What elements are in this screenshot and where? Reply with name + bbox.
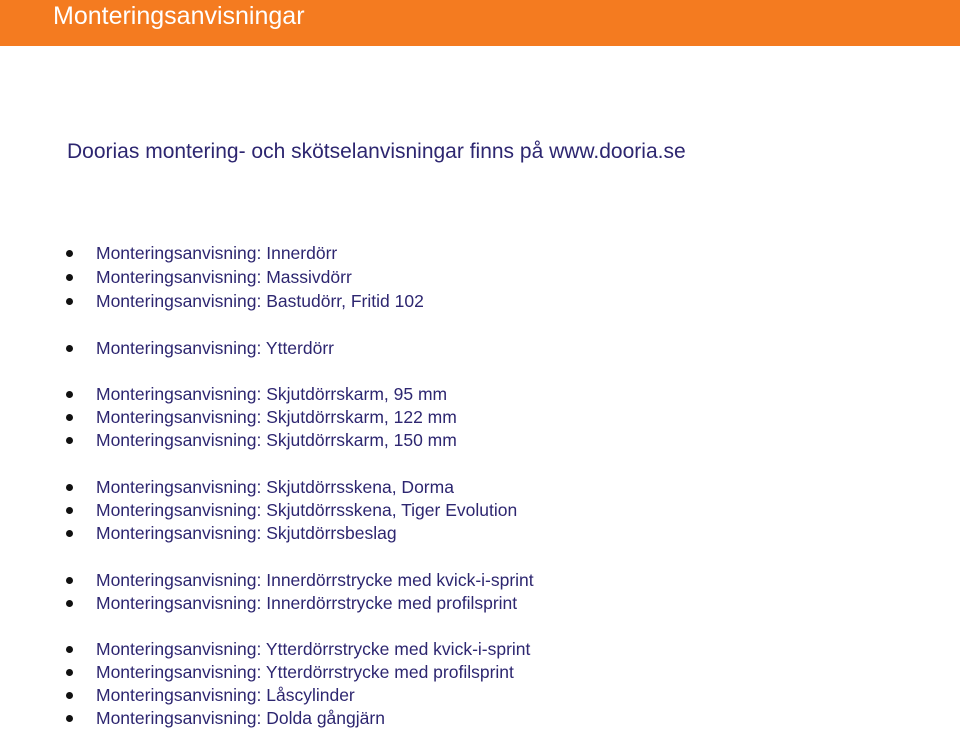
document-link-skjutdorrskarm-95[interactable]: Monteringsanvisning: Skjutdörrskarm, 95 mm (96, 384, 448, 404)
bullet-icon (66, 298, 73, 305)
bullet-icon (66, 414, 73, 421)
website-link[interactable]: www.dooria.se (549, 140, 686, 163)
bullet-icon (66, 484, 73, 491)
intro-label: Doorias montering- och skötselanvisningar finns på (67, 140, 550, 163)
bullet-icon (66, 530, 73, 537)
document-link-skena-tiger-evolution[interactable]: Monteringsanvisning: Skjutdörrsskena, Tiger Evolution (96, 500, 518, 520)
document-link-dolda-gangjarn[interactable]: Monteringsanvisning: Dolda gångjärn (96, 708, 385, 728)
intro-text (67, 139, 686, 165)
bullet-icon (66, 646, 73, 653)
document-link-innerdorrstrycke-kvick[interactable]: Monteringsanvisning: Innerdörrstrycke med kvick-i-sprint (96, 570, 534, 590)
document-link-lascylinder[interactable]: Monteringsanvisning: Låscylinder (96, 685, 355, 705)
document-link-skena-dorma[interactable]: Monteringsanvisning: Skjutdörrsskena, Dorma (96, 477, 454, 497)
bullet-icon (66, 391, 73, 398)
bullet-icon (66, 600, 73, 607)
bullet-icon (66, 669, 73, 676)
bullet-icon (66, 345, 73, 352)
document-link-skjutdorrskarm-150[interactable]: Monteringsanvisning: Skjutdörrskarm, 150 mm (96, 430, 457, 450)
bullet-icon (66, 274, 73, 281)
bullet-icon (66, 715, 73, 722)
bullet-icon (66, 250, 73, 257)
bullet-icon (66, 692, 73, 699)
document-link-massivdorr[interactable]: Monteringsanvisning: Massivdörr (96, 267, 352, 287)
document-link-ytterdorrstrycke-kvick[interactable]: Monteringsanvisning: Ytterdörrstrycke med kvick-i-sprint (96, 639, 531, 659)
bullet-icon (66, 437, 73, 444)
document-link-skjutdorrskarm-122[interactable]: Monteringsanvisning: Skjutdörrskarm, 122 mm (96, 407, 457, 427)
document-link-innerdorrstrycke-profil[interactable]: Monteringsanvisning: Innerdörrstrycke med profilsprint (96, 593, 518, 613)
document-link-skjutdorrsbeslag[interactable]: Monteringsanvisning: Skjutdörrsbeslag (96, 523, 397, 543)
document-link-bastudorr[interactable]: Monteringsanvisning: Bastudörr, Fritid 102 (96, 291, 424, 311)
document-link-innerdorr[interactable]: Monteringsanvisning: Innerdörr (96, 243, 338, 263)
bullet-icon (66, 577, 73, 584)
bullet-icon (66, 507, 73, 514)
header-bar (0, 0, 960, 46)
page-title: Monteringsanvisningar (53, 2, 305, 30)
document-link-ytterdorrstrycke-profil[interactable]: Monteringsanvisning: Ytterdörrstrycke med profilsprint (96, 662, 514, 682)
document-link-ytterdorr[interactable]: Monteringsanvisning: Ytterdörr (96, 338, 334, 358)
